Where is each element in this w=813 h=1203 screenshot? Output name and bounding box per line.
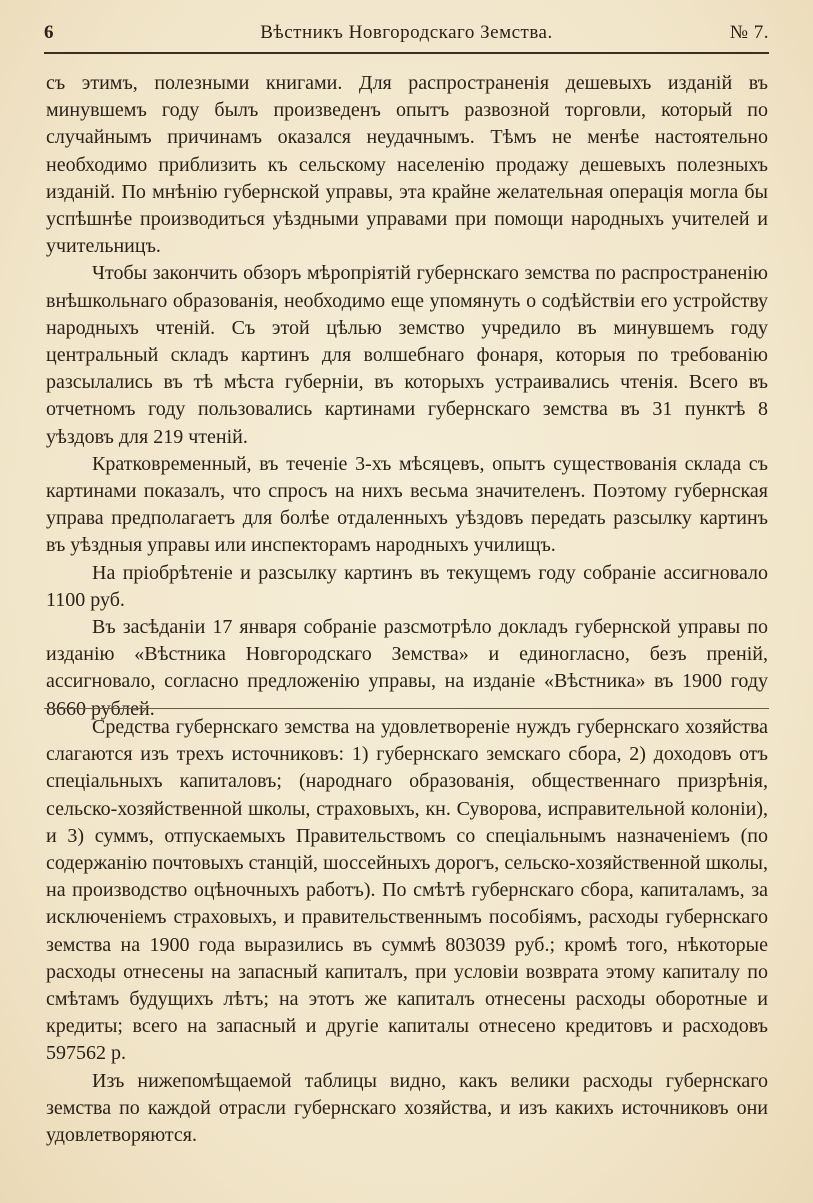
paragraph: Изъ нижепомѣщаемой таблицы видно, какъ велики расходы губернскаго земства по каждой отрасли губернскаго хозяйства, и изъ какихъ источниковъ они удовлетворяются. xyxy=(46,1069,768,1147)
paragraph: Кратковременный, въ теченіе 3-хъ мѣсяцевъ, опытъ существованія склада съ картинами показалъ, что спросъ на нихъ весьма значителенъ. Поэтому губернская управа предполагаетъ для болѣе отдаленныхъ уѣздовъ передать разсылку картинъ въ уѣздныя управы или инспекторамъ народныхъ училищъ. xyxy=(46,452,768,557)
paragraph: На пріобрѣтеніе и разсылку картинъ въ текущемъ году собраніе ассигновало 1100 руб. xyxy=(46,561,768,611)
paragraph: Въ засѣданіи 17 января собраніе разсмотрѣло докладъ губернской управы по изданію «Вѣстника Новгородскаго Земства» и единогласно, безъ преній, ассигновало, согласно предложенію управы, на изданіе «Вѣстника» въ 1900 году 8660 рублей. xyxy=(46,616,768,720)
section-2 xyxy=(46,714,768,1149)
issue-number: № 7. xyxy=(729,22,769,43)
section-1 xyxy=(46,70,768,723)
journal-title: Вѣстникъ Новгородскаго Земства. xyxy=(260,22,553,43)
paragraph: Средства губернскаго земства на удовлетвореніе нуждъ губернскаго хозяйства слагаются изъ трехъ источниковъ: 1) губернскаго земскаго сбора, 2) доходовъ отъ спеціальныхъ капиталовъ; (народнаго образованія, общественнаго призрѣнія, сельско-хозяйственной школы, страховыхъ, кн. Суворова, исправительной колоніи), и 3) суммъ, отпускаемыхъ Правительствомъ со спеціальнымъ назначеніемъ (по содержанію почтовыхъ станцій, шоссейныхъ дорогъ, сельско-хозяйственной школы, на производство оцѣночныхъ работъ). По смѣтѣ губернскаго сбора, капиталамъ, за исключеніемъ страховыхъ, и правительственнымъ пособіямъ, расходы губернскаго земства на 1900 года выразились въ суммѣ 803039 руб.; кромѣ того, нѣкоторые расходы отнесены на запасный капиталъ, при условіи возврата этому капиталу по смѣтамъ будущихъ лѣтъ; на этотъ же капиталъ отнесены расходы оборотные и кредиты; всего на запасный и другіе капиталы отнесено кредитовъ и расходовъ 597562 р. xyxy=(46,716,768,1065)
paragraph: Чтобы закончить обзоръ мѣропріятій губернскаго земства по распространенію внѣшкольнаго образованія, необходимо еще упомянуть о содѣйствіи его устройству народныхъ чтеній. Съ этой цѣлью земство учредило въ минувшемъ году центральный складъ картинъ для волшебнаго фонаря, которыя по требованію разсылались въ тѣ мѣста губерніи, въ которыхъ устраивались чтенія. Всего въ отчетномъ году пользовались картинами губернскаго земства въ 31 пунктѣ 8 уѣздовъ для 219 чтеній. xyxy=(46,262,768,448)
page-number: 6 xyxy=(44,22,54,43)
paragraph: съ этимъ, полезными книгами. Для распространенія дешевыхъ изданій въ минувшемъ году былъ произведенъ опытъ развозной торговли, который по случайнымъ причинамъ оказался неудачнымъ. Тѣмъ не менѣе настоятельно необходимо приблизить къ сельскому населенію продажу дешевыхъ полезныхъ изданій. По мнѣнію губернской управы, эта крайне желательная операція могла бы успѣшнѣе производиться уѣздными управами при помощи народныхъ учителей и учительницъ. xyxy=(46,72,768,258)
running-header xyxy=(44,22,769,50)
header-rule xyxy=(44,52,769,54)
section-divider xyxy=(44,708,769,709)
